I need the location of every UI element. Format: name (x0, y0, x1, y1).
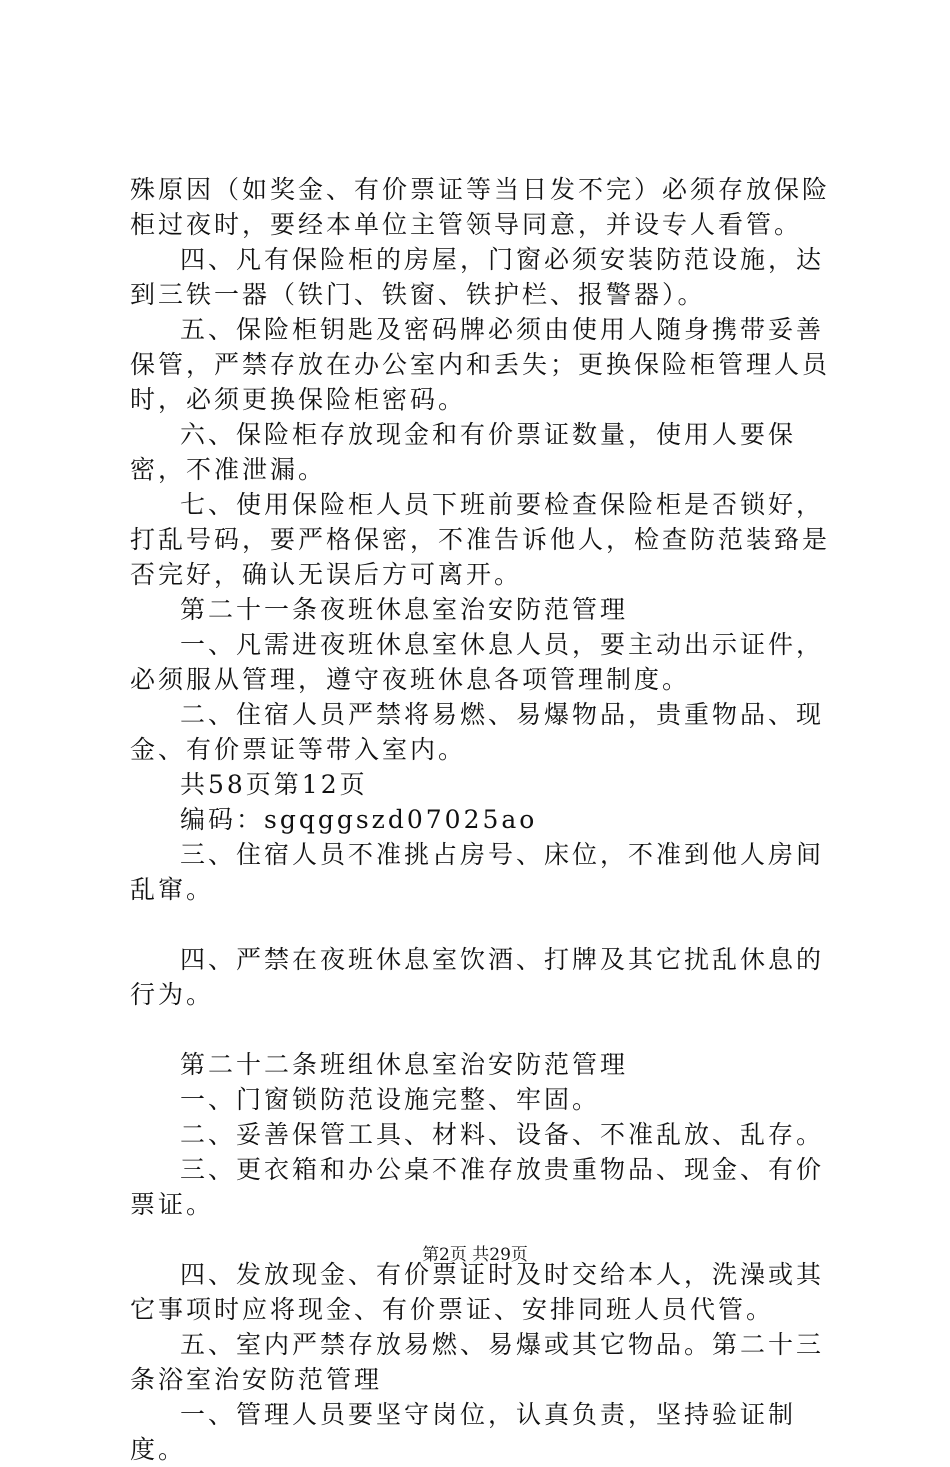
document-body (130, 172, 840, 1467)
paragraph-21-item-1: 一、凡需进夜班休息室休息人员，要主动出示证件，必须服从管理，遵守夜班休息各项管理制度。 (130, 630, 825, 694)
paragraph-item-4: 四、凡有保险柜的房屋，门窗必须安装防范设施，达到三铁一器（铁门、铁窗、铁护栏、报警器）。 (130, 245, 825, 309)
paragraph-item-7: 七、使用保险柜人员下班前要检查保险柜是否锁好，打乱号码，要严格保密，不准告诉他人，检查防范装臵是否完好，确认无误后方可离开。 (130, 490, 831, 589)
paragraph-22-item-3: 三、更衣箱和办公桌不准存放贵重物品、现金、有价票证。 (130, 1155, 825, 1219)
page-footer: 第2页 共29页 (422, 1245, 528, 1265)
paragraph-21-item-4: 四、严禁在夜班休息室饮酒、打牌及其它扰乱休息的行为。 (130, 945, 825, 1009)
article-22-heading: 第二十二条班组休息室治安防范管理 (180, 1050, 629, 1079)
paragraph-23-item-1: 一、管理人员要坚守岗位，认真负责，坚持验证制度。 (130, 1400, 797, 1464)
paragraph-22-item-2: 二、妥善保管工具、材料、设备、不准乱放、乱存。 (180, 1120, 825, 1149)
paragraph-continuation: 殊原因（如奖金、有价票证等当日发不完）必须存放保险柜过夜时，要经本单位主管领导同意，并设专人看管。 (130, 175, 831, 239)
paragraph-item-5: 五、保险柜钥匙及密码牌必须由使用人随身携带妥善保管，严禁存放在办公室内和丢失；更换保险柜管理人员时，必须更换保险柜密码。 (130, 315, 831, 414)
paragraph-22-item-1: 一、门窗锁防范设施完整、牢固。 (180, 1085, 601, 1114)
page-count-line: 共58页第12页 (180, 770, 368, 799)
paragraph-item-6: 六、保险柜存放现金和有价票证数量，使用人要保密，不准泄漏。 (130, 420, 797, 484)
article-21-heading: 第二十一条夜班休息室治安防范管理 (180, 595, 629, 624)
paragraph-22-item-4: 四、发放现金、有价票证时及时交给本人，洗澡或其它事项时应将现金、有价票证、安排同班人员代管。 (130, 1260, 825, 1324)
paragraph-21-item-3: 三、住宿人员不准挑占房号、床位，不准到他人房间乱窜。 (130, 840, 825, 904)
paragraph-22-item-5: 五、室内严禁存放易燃、易爆或其它物品。第二十三条浴室治安防范管理 (130, 1330, 825, 1394)
document-code-line: 编码：sgqggszd07025ao (180, 805, 538, 834)
paragraph-21-item-2: 二、住宿人员严禁将易燃、易爆物品，贵重物品、现金、有价票证等带入室内。 (130, 700, 825, 764)
